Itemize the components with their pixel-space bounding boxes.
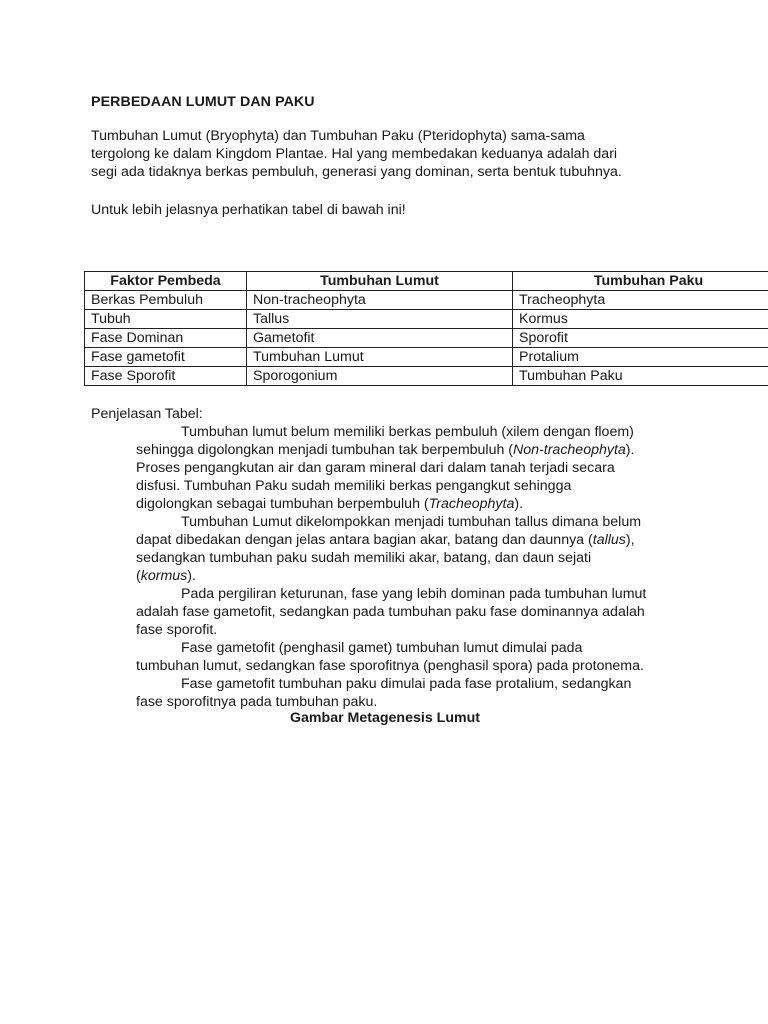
table-cell: Kormus	[513, 310, 768, 329]
intro-paragraph	[91, 127, 731, 181]
table-cell: Protalium	[513, 348, 768, 367]
table-header-row	[85, 272, 768, 291]
table-cell: Tumbuhan Lumut	[247, 348, 513, 367]
explanation-line: Tumbuhan Lumut dikelompokkan menjadi tumbuhan tallus dimana belum	[181, 514, 642, 530]
text-run: dapat dibedakan dengan jelas antara bagian akar, batang dan daunnya (	[136, 532, 593, 548]
text-run: digolongkan sebagai tumbuhan berpembuluh (	[136, 496, 429, 512]
table-header-cell: Tumbuhan Paku	[513, 272, 768, 291]
table-cell: Fase Sporofit	[85, 367, 247, 386]
explanation-line: disfusi. Tumbuhan Paku sudah memiliki berkas pengangkut sehingga	[136, 478, 572, 494]
table-cell: Tubuh	[85, 310, 247, 329]
intro-line: segi ada tidaknya berkas pembuluh, generasi yang dominan, serta bentuk tubuhnya.	[91, 164, 622, 180]
table-note: Untuk lebih jelasnya perhatikan tabel di bawah ini!	[91, 202, 406, 218]
table-cell: Gametofit	[247, 329, 513, 348]
explanation-line: Fase gametofit tumbuhan paku dimulai pada fase protalium, sedangkan	[181, 676, 632, 692]
explanation-line	[136, 495, 716, 513]
table-row	[85, 310, 768, 329]
table-header-cell: Tumbuhan Lumut	[247, 272, 513, 291]
explanation-line: fase sporofitnya pada tumbuhan paku.	[136, 694, 378, 710]
explanation-line: Proses pengangkutan air dan garam mineral dari dalam tanah terjadi secara	[136, 460, 615, 476]
explanation-line: sedangkan tumbuhan paku sudah memiliki akar, batang, dan daun sejati	[136, 550, 592, 566]
italic-term: Non-tracheophyta	[513, 442, 626, 458]
text-run: sehingga digolongkan menjadi tumbuhan tak berpembuluh (	[136, 442, 514, 458]
table-header-cell: Faktor Pembeda	[85, 272, 247, 291]
table-cell: Fase gametofit	[85, 348, 247, 367]
explanation-line	[136, 441, 716, 459]
table-row	[85, 367, 768, 386]
explanation-line: fase sporofit.	[136, 622, 218, 638]
intro-line: Tumbuhan Lumut (Bryophyta) dan Tumbuhan Paku (Pteridophyta) sama-sama	[91, 128, 585, 144]
italic-term: Tracheophyta	[428, 496, 515, 512]
text-run: ).	[625, 442, 635, 458]
italic-term: tallus	[592, 532, 626, 548]
text-run: ).	[187, 568, 196, 584]
table-cell: Sporogonium	[247, 367, 513, 386]
table-row	[85, 291, 768, 310]
comparison-table	[84, 271, 768, 386]
table-row	[85, 329, 768, 348]
explanation-line: Pada pergiliran keturunan, fase yang lebih dominan pada tumbuhan lumut	[181, 586, 647, 602]
explanation-line: Fase gametofit (penghasil gamet) tumbuhan lumut dimulai pada	[181, 640, 583, 656]
document-title: PERBEDAAN LUMUT DAN PAKU	[91, 94, 315, 110]
table-cell: Non-tracheophyta	[247, 291, 513, 310]
table-row	[85, 348, 768, 367]
table-cell: Berkas Pembuluh	[85, 291, 247, 310]
explanation-body	[136, 423, 716, 711]
italic-term: kormus	[140, 568, 188, 584]
text-run: ).	[514, 496, 524, 512]
explanation-line: tumbuhan lumut, sedangkan fase sporofitnya (penghasil spora) pada protonema.	[136, 658, 644, 674]
table-cell: Tallus	[247, 310, 513, 329]
explanation-line: adalah fase gametofit, sedangkan pada tumbuhan paku fase dominannya adalah	[136, 604, 645, 620]
text-run: ),	[625, 532, 635, 548]
intro-line: tergolong ke dalam Kingdom Plantae. Hal yang membedakan keduanya adalah dari	[91, 146, 618, 162]
table-cell: Tracheophyta	[513, 291, 768, 310]
figure-caption-text: Gambar Metagenesis Lumut	[289, 710, 480, 726]
explanation-line	[136, 531, 716, 549]
table-cell: Sporofit	[513, 329, 768, 348]
table-cell: Tumbuhan Paku	[513, 367, 768, 386]
figure-caption	[0, 709, 768, 727]
explanation-line: Tumbuhan lumut belum memiliki berkas pembuluh (xilem dengan floem)	[181, 424, 634, 440]
explanation-label: Penjelasan Tabel:	[91, 406, 203, 422]
table-cell: Fase Dominan	[85, 329, 247, 348]
explanation-line	[136, 567, 716, 585]
text-run: (	[136, 568, 141, 584]
